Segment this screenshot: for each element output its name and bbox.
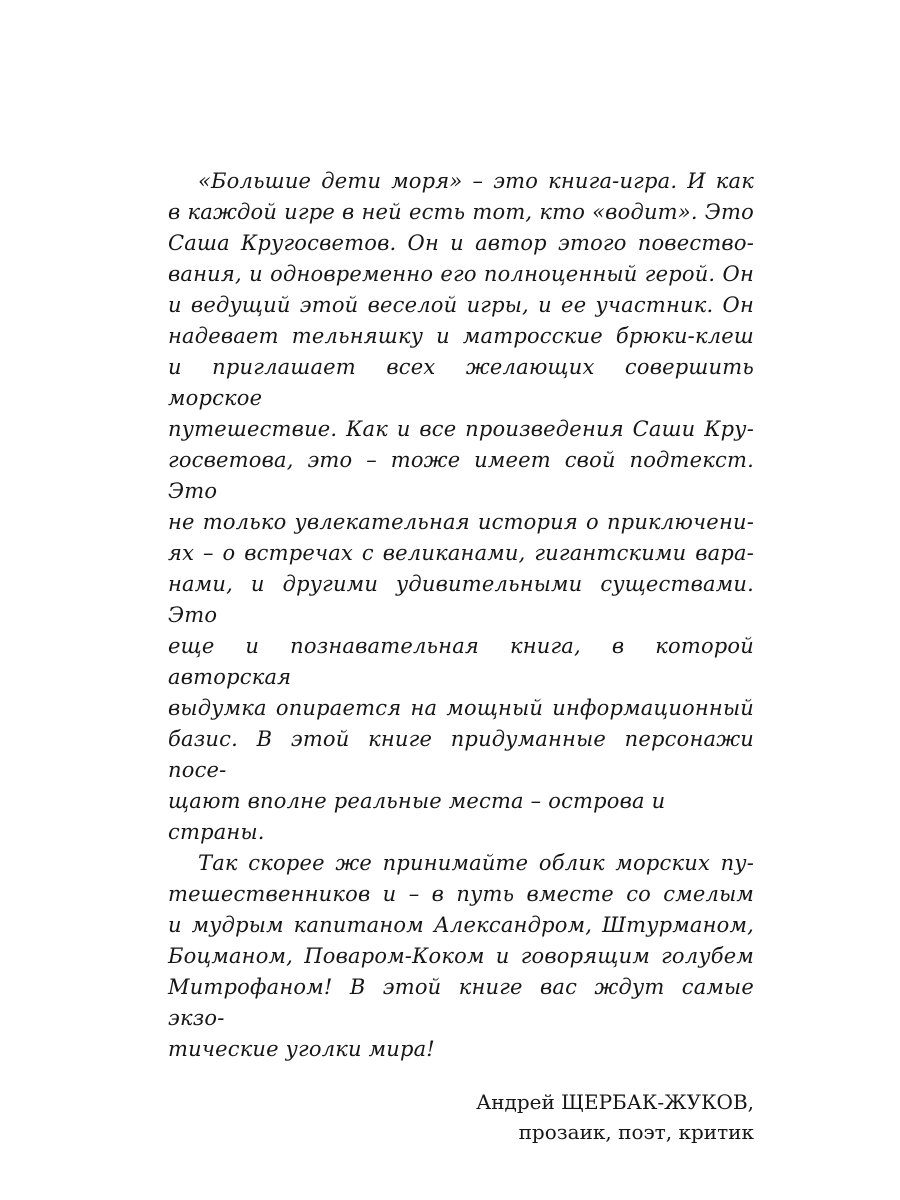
text-line: вания, и одновременно его полноценный герой. Он — [168, 262, 754, 286]
attribution-name: Андрей ЩЕРБАК-ЖУКОВ, — [476, 1090, 754, 1114]
text-line: и ведущий этой веселой игры, и ее участник. Он — [168, 293, 754, 317]
text-line: тические уголки мира! — [168, 1037, 435, 1061]
text-line: щают вполне реальные места – острова и страны. — [168, 789, 666, 844]
text-line: ях – о встречах с великанами, гигантскими вара- — [168, 541, 754, 565]
text-line: путешествие. Как и все произведения Саши Кру- — [168, 417, 754, 441]
text-line: тешественников и – в путь вместе со смелым — [168, 882, 754, 906]
text-line: не только увлекательная история о приключени- — [168, 510, 754, 534]
text-line: Боцманом, Поваром-Коком и говорящим голубем — [168, 944, 754, 968]
text-line: Саша Кругосветов. Он и автор этого повество- — [168, 231, 754, 255]
attribution-role: прозаик, поэт, критик — [518, 1120, 754, 1144]
text-line: «Большие дети моря» – это книга-игра. И как — [198, 169, 754, 193]
text-line: и мудрым капитаном Александром, Штурманом, — [168, 913, 754, 937]
text-line: в каждой игре в ней есть тот, кто «водит». Это — [168, 200, 754, 224]
text-line: Так скорее же принимайте облик морских пу- — [198, 851, 754, 875]
text-line: базис. В этой книге придуманные персонажи посе- — [168, 727, 754, 782]
text-line: Митрофаном! В этой книге вас ждут самые экзо- — [168, 975, 754, 1030]
text-line: выдумка опирается на мощный информационный — [168, 696, 754, 720]
paragraph — [168, 848, 754, 1065]
text-line: и приглашает всех желающих совершить морское — [168, 355, 754, 410]
text-line: госветова, это – тоже имеет свой подтекст. Это — [168, 448, 754, 503]
text-line: надевает тельняшку и матросские брюки-клеш — [168, 324, 754, 348]
attribution — [168, 1087, 754, 1147]
text-line: еще и познавательная книга, в которой авторская — [168, 634, 754, 689]
paragraph — [168, 166, 754, 848]
text-line: нами, и другими удивительными существами. Это — [168, 572, 754, 627]
text-block — [168, 166, 754, 1147]
